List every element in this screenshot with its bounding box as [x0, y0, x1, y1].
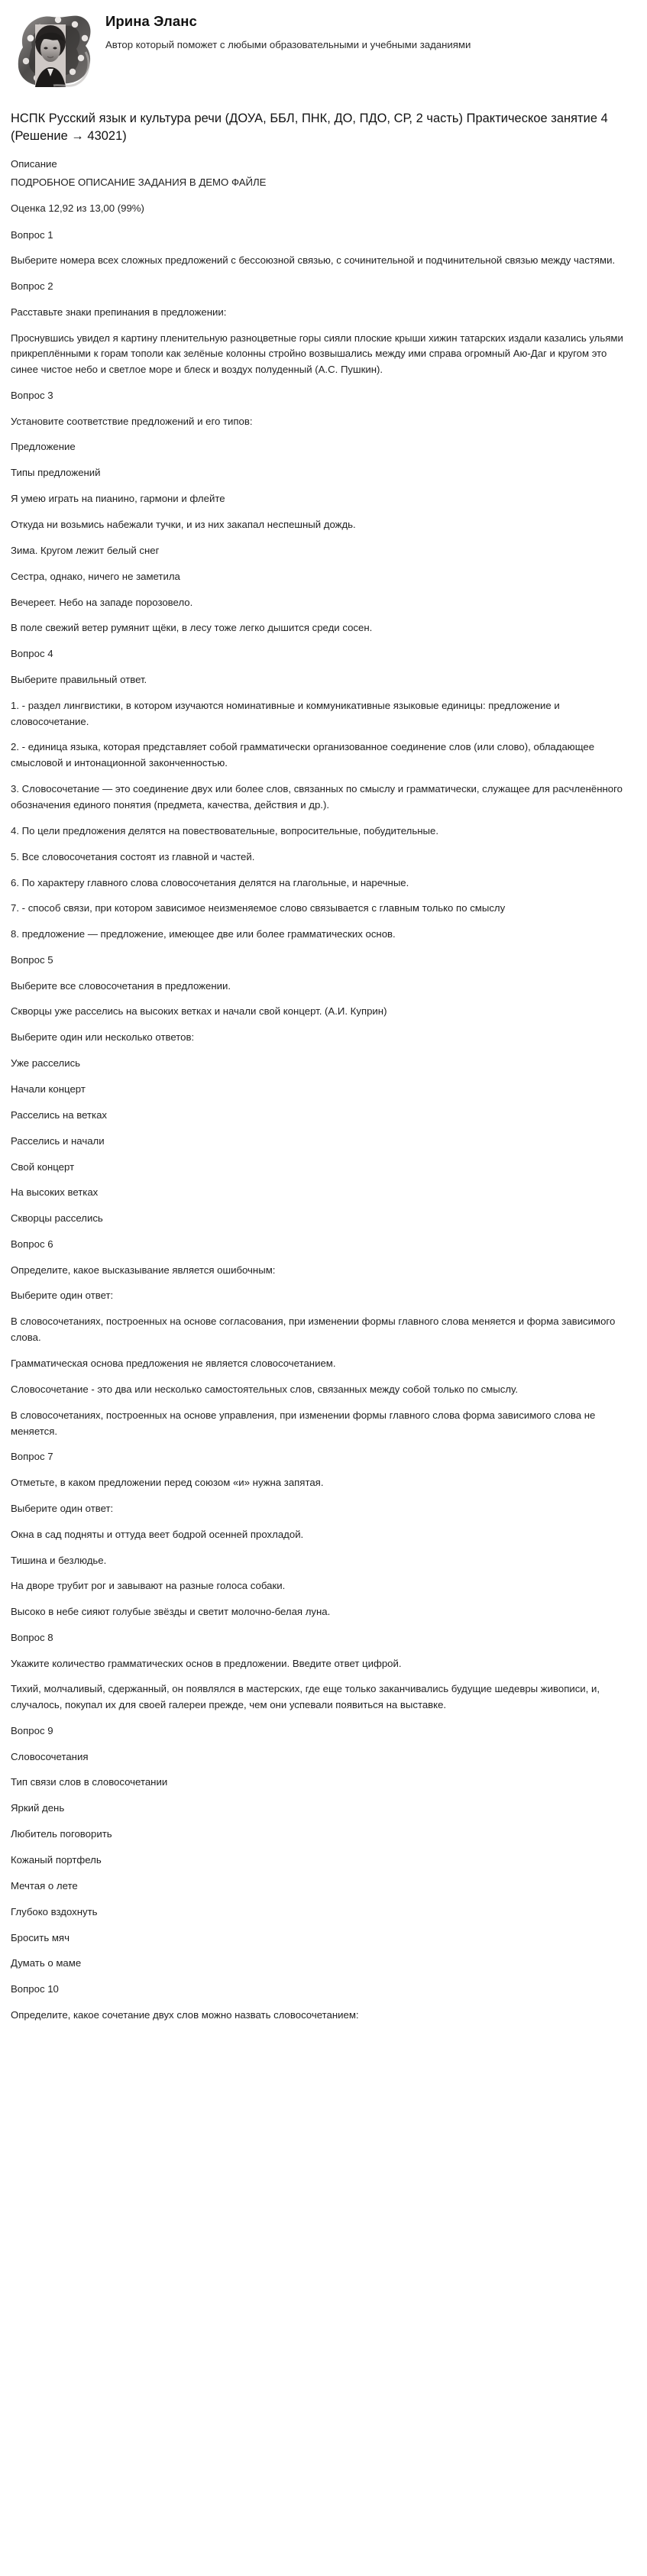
question-line: Определите, какое высказывание является ошибочным:: [11, 1264, 276, 1276]
question-line: На высоких ветках: [11, 1186, 99, 1199]
question-line: Выберите правильный ответ.: [11, 673, 147, 685]
question-line: Глубоко вздохнуть: [11, 1905, 98, 1917]
question-line: Установите соответствие предложений и его типов:: [11, 415, 253, 427]
question-line: 2. - единица языка, которая представляет собой грамматически организованное соединение слов (или слово), обладающее смысловой и интонационной законченностью.: [11, 741, 595, 769]
questions-list: [11, 228, 636, 2024]
author-photo-avatar-icon: [9, 8, 101, 93]
question-line: Вечереет. Небо на западе порозовело.: [11, 596, 193, 608]
question-heading: Вопрос 1: [11, 228, 53, 241]
question-line: В словосочетаниях, построенных на основе управления, при изменении формы главного слова форма зависимого слова не меняется.: [11, 1409, 596, 1437]
question-line: Расселись на ветках: [11, 1108, 108, 1121]
question-line: 5. Все словосочетания состоят из главной и частей.: [11, 850, 255, 862]
description-text: ПОДРОБНОЕ ОПИСАНИЕ ЗАДАНИЯ В ДЕМО ФАЙЛЕ: [11, 176, 267, 189]
question-heading: Вопрос 7: [11, 1451, 53, 1463]
question-heading: Вопрос 10: [11, 1983, 59, 1995]
question-line: Скворцы расселись: [11, 1212, 103, 1225]
question-line: Выберите один ответ:: [11, 1290, 114, 1302]
question-line: Выберите все словосочетания в предложении.: [11, 979, 231, 992]
question-block: [11, 1982, 636, 2023]
question-line: Тип связи слов в словосочетании: [11, 1776, 168, 1788]
question-line: Предложение: [11, 441, 76, 453]
question-line: Отметьте, в каком предложении перед союзом «и» нужна запятая.: [11, 1476, 324, 1488]
description-label: Описание: [11, 157, 57, 170]
question-heading: Вопрос 8: [11, 1632, 53, 1644]
task-content: [6, 99, 641, 2024]
question-line: Высоко в небе сияют голубые звёзды и светит молочно-белая луна.: [11, 1606, 331, 1618]
question-line: Мечтая о лете: [11, 1879, 78, 1892]
author-header: [6, 0, 641, 99]
question-block: [11, 228, 636, 269]
question-line: Определите, какое сочетание двух слов можно назвать словосочетанием:: [11, 2008, 359, 2021]
question-line: Грамматическая основа предложения не является словосочетанием.: [11, 1358, 336, 1370]
question-line: 7. - способ связи, при котором зависимое неизменяемое слово связывается с главным только по смыслу: [11, 902, 506, 914]
question-heading: Вопрос 4: [11, 648, 53, 660]
question-line: Окна в сад подняты и оттуда веет бодрой осенней прохладой.: [11, 1528, 304, 1540]
question-line: Откуда ни возьмись набежали тучки, и из них закапал неспешный дождь.: [11, 519, 356, 531]
question-block: [11, 1630, 636, 1714]
author-name: Ирина Эланс: [105, 13, 197, 29]
question-line: Начали концерт: [11, 1083, 86, 1095]
question-line: 3. Словосочетание — это соединение двух или более слов, связанных по смыслу и грамматически, служащее для расчленённого обозначения единого понятия (предмета, качества, действия и др.).: [11, 783, 623, 811]
avatar: [9, 8, 101, 93]
question-line: Уже расселись: [11, 1057, 81, 1070]
question-line: Любитель поговорить: [11, 1828, 112, 1840]
page-title: НСПК Русский язык и культура речи (ДОУА, ББЛ, ПНК, ДО, ПДО, СР, 2 часть) Практическое занятие 4 (Решение → 43021): [11, 112, 608, 144]
question-line: Я умею играть на пианино, гармони и флейте: [11, 493, 225, 505]
question-line: Свой концерт: [11, 1160, 75, 1173]
question-block: [11, 388, 636, 636]
question-line: Типы предложений: [11, 467, 101, 479]
author-tagline: Автор который поможет с любыми образовательными и учебными заданиями: [105, 39, 471, 51]
question-block: [11, 279, 636, 378]
question-block: [11, 1237, 636, 1439]
question-block: [11, 953, 636, 1227]
question-line: В поле свежий ветер румянит щёки, в лесу тоже легко дышится среди сосен.: [11, 622, 373, 634]
question-heading: Вопрос 6: [11, 1238, 53, 1251]
question-line: 4. По цели предложения делятся на повествовательные, вопросительные, побудительные.: [11, 824, 438, 837]
question-line: Выберите один или несколько ответов:: [11, 1031, 195, 1044]
question-line: Выберите номера всех сложных предложений с бессоюзной связью, с сочинительной и подчинительной связью между частями.: [11, 254, 616, 267]
question-line: Скворцы уже расселись на высоких ветках и начали свой концерт. (А.И. Куприн): [11, 1005, 387, 1018]
question-block: [11, 1723, 636, 1972]
question-line: Сестра, однако, ничего не заметила: [11, 570, 180, 582]
question-line: Расселись и начали: [11, 1134, 105, 1147]
question-line: 1. - раздел лингвистики, в котором изучаются номинативные и коммуникативные языковые единицы: предложение и словосочетание.: [11, 699, 560, 727]
question-line: На дворе трубит рог и завывают на разные голоса собаки.: [11, 1580, 286, 1592]
question-heading: Вопрос 3: [11, 390, 53, 402]
question-line: 8. предложение — предложение, имеющее две или более грамматических основ.: [11, 928, 396, 940]
question-line: В словосочетаниях, построенных на основе согласования, при изменении формы главного слова меняется и форма зависимого слова.: [11, 1316, 616, 1344]
question-line: Тишина и безлюдье.: [11, 1554, 107, 1566]
question-line: Выберите один ответ:: [11, 1502, 114, 1514]
question-heading: Вопрос 2: [11, 280, 53, 293]
author-meta: [101, 8, 471, 53]
question-line: Расставьте знаки препинания в предложении:: [11, 306, 227, 318]
question-line: Тихий, молчаливый, сдержанный, он появлялся в мастерских, где еще только заканчивались будущие шедевры живописи, и, случалось, покупал их для своей галереи прежде, чем они успевали появиться на выставке.: [11, 1683, 600, 1711]
question-line: Кожаный портфель: [11, 1854, 102, 1866]
question-line: Укажите количество грамматических основ в предложении. Введите ответ цифрой.: [11, 1657, 402, 1669]
question-heading: Вопрос 9: [11, 1725, 53, 1737]
question-line: 6. По характеру главного слова словосочетания делятся на глагольные, и наречные.: [11, 876, 409, 888]
question-block: [11, 1449, 636, 1620]
question-line: Проснувшись увидел я картину пленительную разноцветные горы сияли плоские крыши хижин татарских издали казались ульями прикреплёнными к горам тополи как зелёные колонны стройно возвышались между ими справа огромный Аю-Даг и кругом это синее чистое небо и светлое море и блеск и воздух полуденный (А.С. Пушкин).: [11, 332, 623, 376]
question-line: Словосочетания: [11, 1750, 89, 1762]
question-line: Словосочетание - это два или несколько самостоятельных слов, связанных между собой только по смыслу.: [11, 1383, 518, 1395]
question-block: [11, 646, 636, 943]
question-line: Думать о маме: [11, 1957, 82, 1969]
question-heading: Вопрос 5: [11, 954, 53, 966]
question-line: Яркий день: [11, 1802, 65, 1814]
question-line: Бросить мяч: [11, 1931, 70, 1943]
question-line: Зима. Кругом лежит белый снег: [11, 544, 160, 556]
grade-text: Оценка 12,92 из 13,00 (99%): [11, 202, 144, 214]
